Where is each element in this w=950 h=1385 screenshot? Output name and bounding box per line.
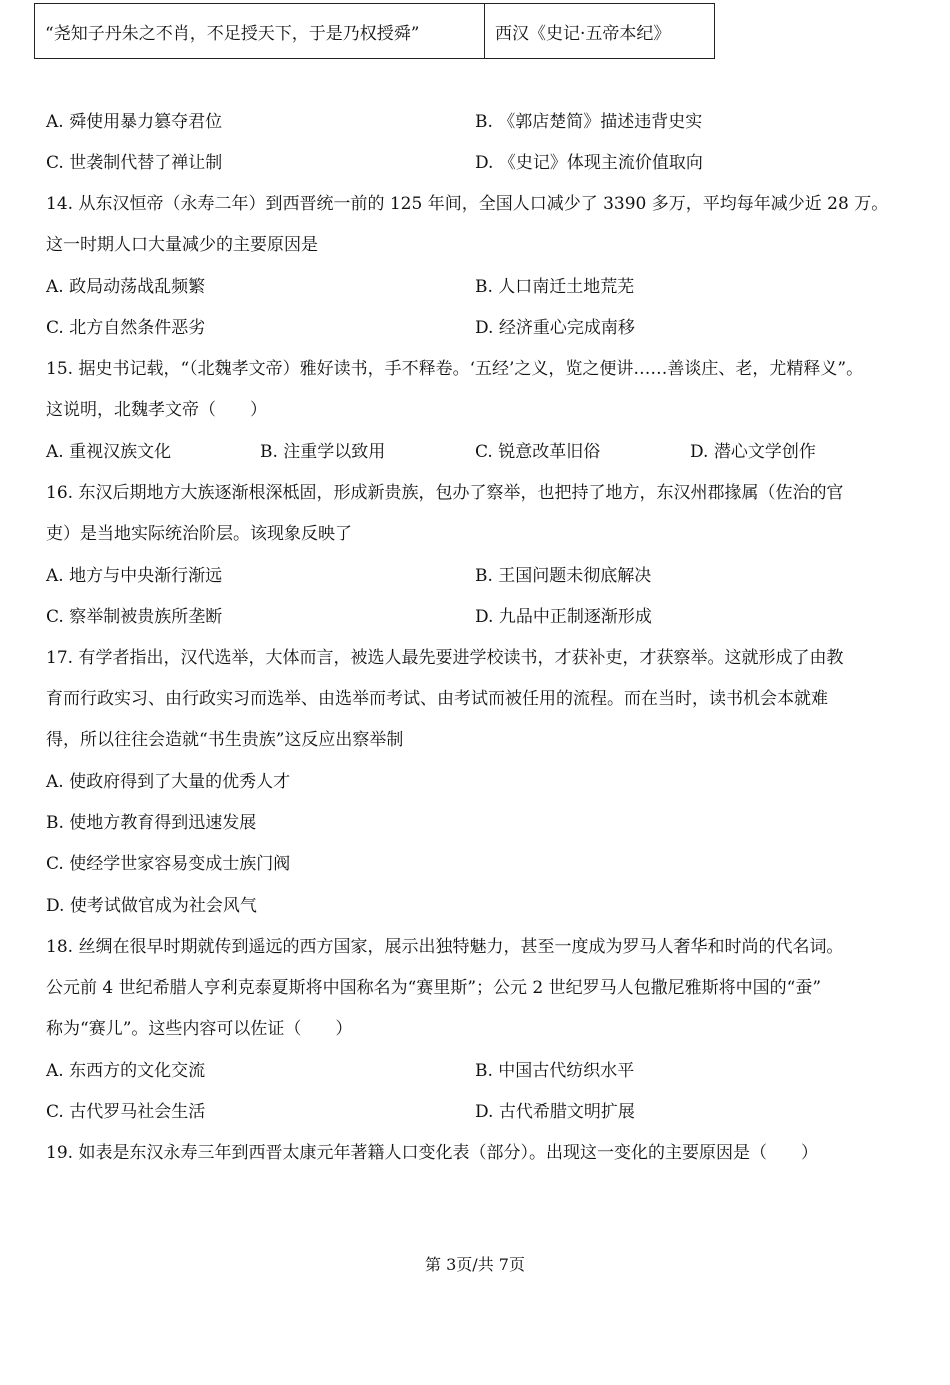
q17-stem-line-1: 17. 有学者指出，汉代选举，大体而言，被选人最先要进学校读书，才获补吏，才获察举。这就形成了由教	[46, 648, 844, 668]
q16-option-b: B. 王国问题未彻底解决	[475, 566, 652, 586]
q18-option-a: A. 东西方的文化交流	[46, 1061, 206, 1081]
q14-stem-line-2: 这一时期人口大量减少的主要原因是	[46, 235, 318, 255]
q16-stem-line-2: 吏）是当地实际统治阶层。该现象反映了	[46, 524, 352, 544]
q17-option-b: B. 使地方教育得到迅速发展	[46, 813, 257, 833]
q14-option-c: C. 北方自然条件恶劣	[46, 318, 206, 338]
q14-option-d: D. 经济重心完成南移	[475, 318, 635, 338]
q18-option-c: C. 古代罗马社会生活	[46, 1102, 206, 1122]
q15-stem-line-1: 15. 据史书记载，“（北魏孝文帝）雅好读书，手不释卷。‘五经’之义，览之便讲……善谈庄、老，尤精释义”。	[46, 359, 864, 379]
q15-option-b: B. 注重学以致用	[260, 442, 386, 462]
q17-stem-line-2: 育而行政实习、由行政实习而选举、由选举而考试、由考试而被任用的流程。而在当时，读书机会本就难	[46, 689, 828, 709]
q16-option-a: A. 地方与中央渐行渐远	[46, 566, 223, 586]
q18-stem-line-1: 18. 丝绸在很早时期就传到遥远的西方国家，展示出独特魅力，甚至一度成为罗马人奢华和时尚的代名词。	[46, 937, 844, 957]
q13-option-c: C. 世袭制代替了禅让制	[46, 153, 223, 173]
q15-option-c: C. 锐意改革旧俗	[475, 442, 601, 462]
q14-option-b: B. 人口南迁土地荒芜	[475, 277, 635, 297]
q13-option-d: D. 《史记》体现主流价值取向	[475, 153, 703, 173]
source-cell: 西汉《史记·五帝本纪》	[495, 23, 671, 44]
q18-stem-line-2: 公元前 4 世纪希腊人亨利克泰夏斯将中国称名为“赛里斯”；公元 2 世纪罗马人包撒尼雅斯将中国的“蚕”	[46, 978, 822, 998]
q18-stem-line-3: 称为“赛儿”。这些内容可以佐证（ ）	[46, 1019, 353, 1039]
quote-table	[34, 3, 715, 59]
q17-option-c: C. 使经学世家容易变成士族门阀	[46, 854, 291, 874]
quote-cell: “尧知子丹朱之不肖，不足授天下，于是乃权授舜”	[35, 4, 485, 58]
q15-option-d: D. 潜心文学创作	[690, 442, 816, 462]
q15-option-a: A. 重视汉族文化	[46, 442, 172, 462]
q13-option-b: B. 《郭店楚简》描述违背史实	[475, 112, 703, 132]
page-number: 第 3页/共 7页	[425, 1255, 525, 1274]
q18-option-d: D. 古代希腊文明扩展	[475, 1102, 635, 1122]
q14-option-a: A. 政局动荡战乱频繁	[46, 277, 206, 297]
q18-option-b: B. 中国古代纺织水平	[475, 1061, 635, 1081]
q14-stem-line-1: 14. 从东汉恒帝（永寿二年）到西晋统一前的 125 年间，全国人口减少了 3390 多万，平均每年减少近 28 万。	[46, 194, 889, 214]
q17-stem-line-3: 得，所以往往会造就“书生贵族”这反应出察举制	[46, 730, 404, 750]
q19-stem-line-1: 19. 如表是东汉永寿三年到西晋太康元年著籍人口变化表（部分）。出现这一变化的主要原因是（ ）	[46, 1143, 818, 1163]
q15-stem-line-2: 这说明，北魏孝文帝（ ）	[46, 400, 267, 420]
q16-option-d: D. 九品中正制逐渐形成	[475, 607, 652, 627]
q16-stem-line-1: 16. 东汉后期地方大族逐渐根深柢固，形成新贵族，包办了察举，也把持了地方，东汉州郡掾属（佐治的官	[46, 483, 844, 503]
q17-option-d: D. 使考试做官成为社会风气	[46, 896, 257, 916]
q17-option-a: A. 使政府得到了大量的优秀人才	[46, 772, 291, 792]
q16-option-c: C. 察举制被贵族所垄断	[46, 607, 223, 627]
q13-option-a: A. 舜使用暴力篡夺君位	[46, 112, 223, 132]
